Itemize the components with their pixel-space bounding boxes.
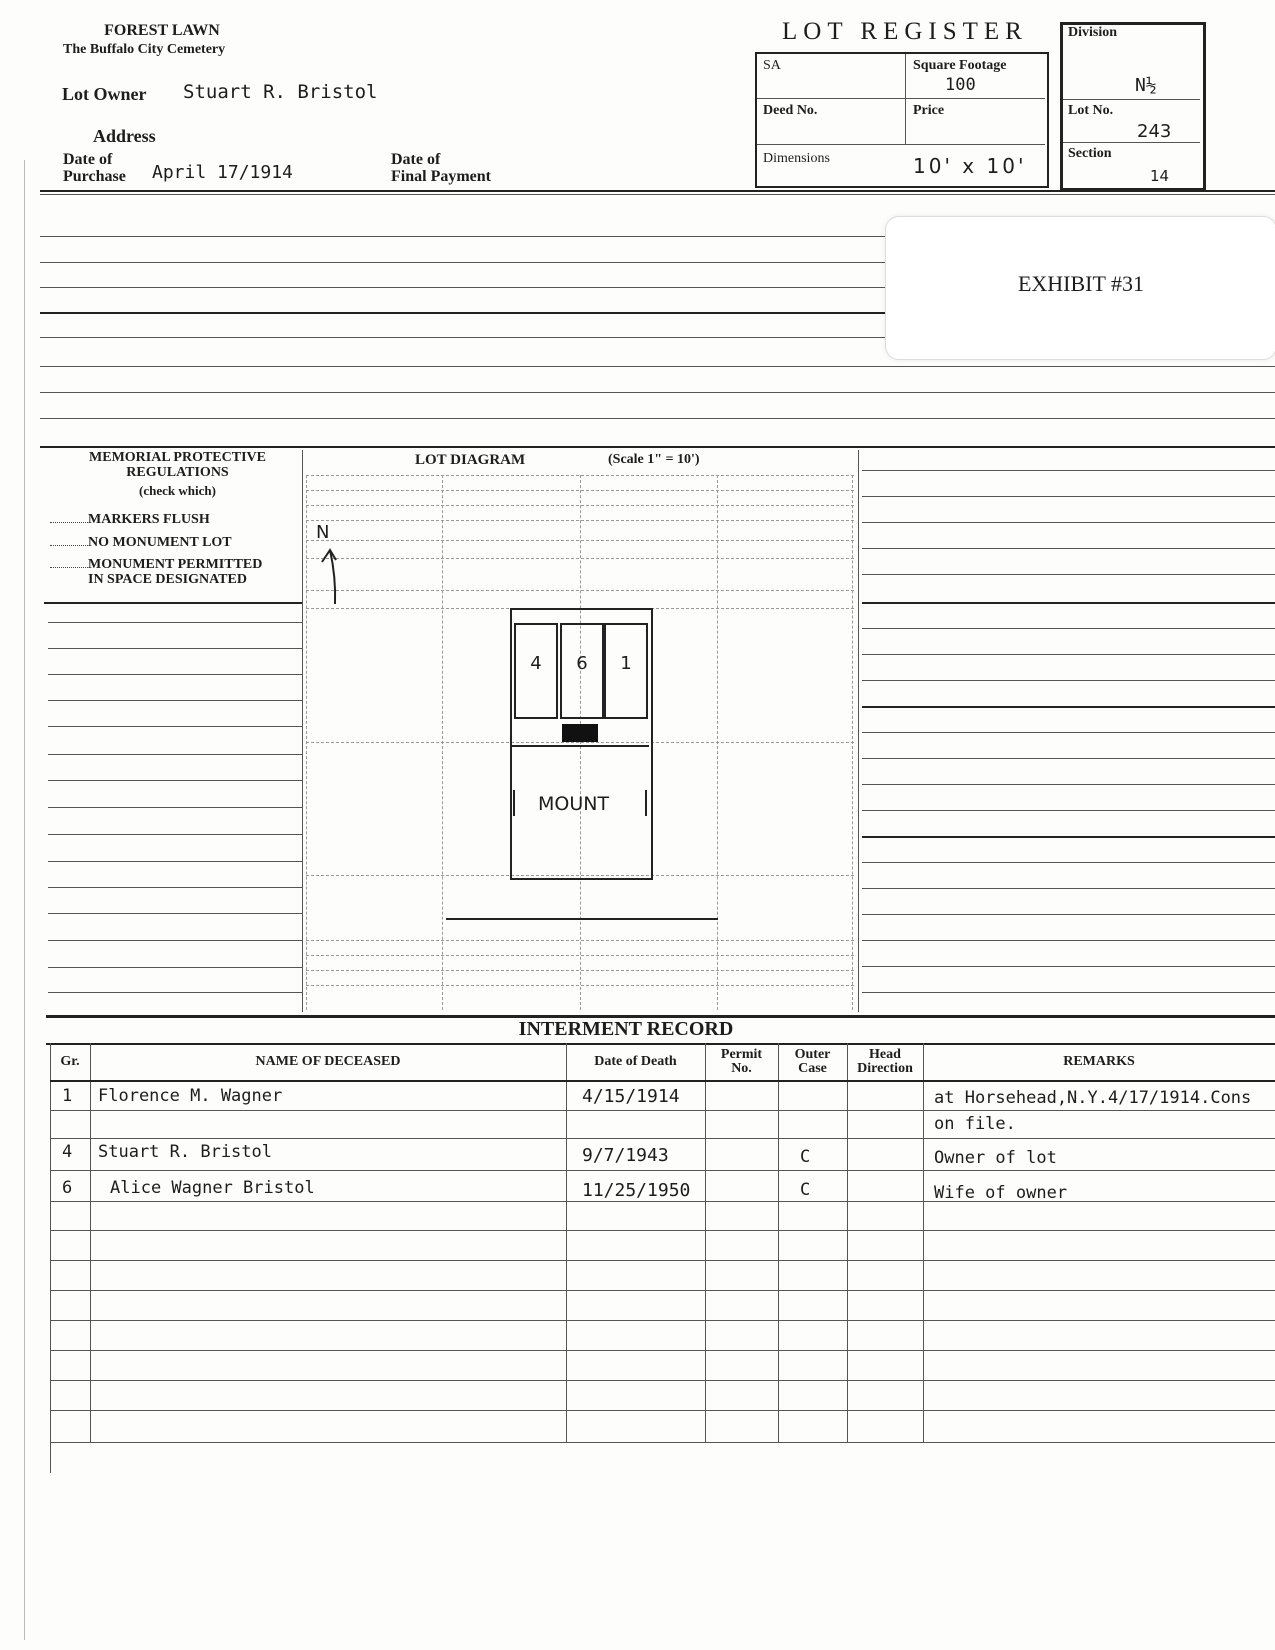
- square-footage-label: Square Footage: [913, 58, 1007, 73]
- date-of-final-payment-label: Date of Final Payment: [391, 151, 491, 185]
- grave-space: 1: [604, 623, 648, 719]
- lot-diagram-scale: (Scale 1" = 10'): [608, 452, 700, 467]
- table-row-name: Stuart R. Bristol: [98, 1142, 272, 1162]
- division-label: Division: [1068, 25, 1118, 40]
- lot-diagram-title: LOT DIAGRAM: [415, 452, 526, 468]
- table-row-remarks: at Horsehead,N.Y.4/17/1914.Cons: [934, 1088, 1252, 1108]
- table-row-remarks: on file.: [934, 1114, 1016, 1134]
- division-value: N½: [1135, 75, 1157, 96]
- lot-owner-value: Stuart R. Bristol: [183, 81, 378, 103]
- col-name: NAME OF DECEASED: [255, 1054, 401, 1069]
- north-label: N: [316, 522, 330, 543]
- interment-record-title: INTERMENT RECORD: [518, 1018, 734, 1040]
- table-row-grave: 4: [62, 1142, 73, 1162]
- monument-marker: [562, 724, 598, 742]
- exhibit-label: EXHIBIT #31: [1017, 271, 1145, 296]
- lot-no-value: 243: [1137, 121, 1172, 142]
- option-no-monument: NO MONUMENT LOT: [50, 535, 232, 551]
- mount-label: MOUNT: [538, 793, 610, 815]
- section-value: 14: [1150, 167, 1170, 185]
- section-label: Section: [1068, 146, 1112, 161]
- col-remarks: REMARKS: [1063, 1054, 1135, 1069]
- lot-register-title: LOT REGISTER: [782, 18, 1028, 45]
- table-row-remarks: Owner of lot: [934, 1148, 1057, 1168]
- table-row-remarks: Wife of owner: [934, 1183, 1068, 1203]
- memorial-title: MEMORIAL PROTECTIVE REGULATIONS (check which): [89, 450, 266, 498]
- table-row-outer-case: C: [800, 1147, 811, 1167]
- address-label: Address: [93, 126, 156, 146]
- date-of-purchase-label: Date of Purchase: [63, 151, 126, 185]
- table-row-date: 9/7/1943: [582, 1145, 669, 1166]
- exhibit-sticker: [885, 216, 1275, 360]
- dimensions-value: 10' x 10': [913, 154, 1027, 178]
- table-row-date: 4/15/1914: [582, 1086, 680, 1107]
- grave-space: 6: [560, 623, 604, 719]
- col-date: Date of Death: [594, 1054, 677, 1069]
- org-subtitle: The Buffalo City Cemetery: [63, 42, 226, 57]
- table-row-grave: 1: [62, 1086, 73, 1106]
- deed-no-label: Deed No.: [763, 103, 818, 118]
- price-label: Price: [913, 103, 945, 118]
- lot-no-label: Lot No.: [1068, 103, 1114, 118]
- table-row-grave: 6: [62, 1178, 73, 1198]
- table-row-name: Alice Wagner Bristol: [110, 1178, 315, 1198]
- lot-owner-label: Lot Owner: [62, 84, 147, 104]
- date-of-purchase-value: April 17/1914: [152, 162, 293, 183]
- col-head-direction: Head Direction: [857, 1047, 913, 1076]
- square-footage-value: 100: [945, 75, 976, 95]
- dimensions-label: Dimensions: [763, 151, 830, 166]
- table-row-outer-case: C: [800, 1180, 811, 1200]
- option-monument-permitted: MONUMENT PERMITTED IN SPACE DESIGNATED: [50, 557, 262, 587]
- col-outer-case: Outer Case: [794, 1047, 831, 1076]
- grave-space: 4: [514, 623, 558, 719]
- table-row-date: 11/25/1950: [582, 1180, 691, 1201]
- col-permit: Permit No.: [720, 1047, 763, 1076]
- org-name: FOREST LAWN: [104, 22, 220, 39]
- col-gr: Gr.: [60, 1054, 80, 1069]
- sa-label: SA: [763, 58, 781, 73]
- option-markers-flush: MARKERS FLUSH: [50, 512, 210, 528]
- table-row-name: Florence M. Wagner: [98, 1086, 283, 1106]
